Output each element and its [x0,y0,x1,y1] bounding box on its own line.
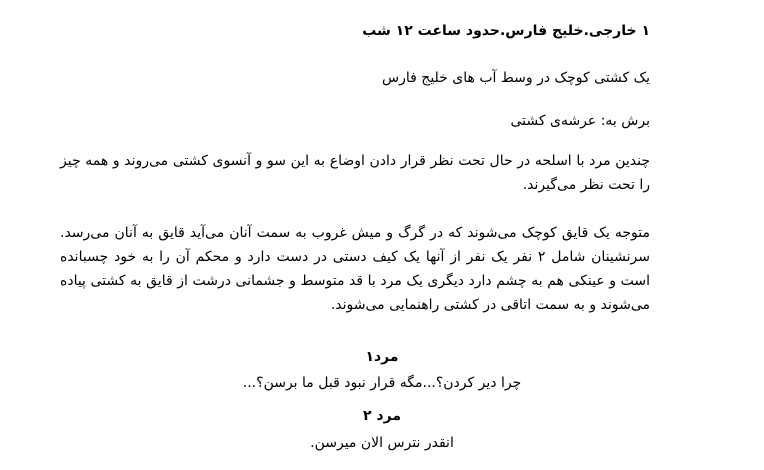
character-name-2: مرد ۲ [363,408,401,424]
dialogue-line-2: انقدر نترس الان میرسن. [310,435,454,451]
action-paragraph-2: متوجه یک قایق کوچک می‌شوند که در گرگ و میش غروب به سمت آنان می‌آید قایق به آنان می‌رسد. سرنشینان شامل ۲ نفر یک نفر از آنها یک کیف دستی در دست دارد و محکم آن را به خود چسبانده است و عینکی هم به چشم دارد دیگری یک مرد با قد متوسط و جشمانی درشت از قایق به کشتی پیاده می‌شوند و به سمت اتاقی در کشتی راهنمایی می‌شوند. [60,225,650,313]
action-paragraph-1: چندین مرد با اسلحه در حال تحت نظر قرار دادن اوضاع به این سو و آنسوی کشتی می‌روند و همه چیز را تحت نظر می‌گیرند. [60,153,650,193]
scene-heading: ۱ خارجی.خلیج فارس.حدود ساعت ۱۲ شب [362,23,650,39]
character-name-1: مرد۱ [365,349,399,365]
dialogue-line-1: چرا دیر کردن؟...مگه قرار نبود قبل ما برسن؟... [242,375,522,391]
scene-line-1: یک کشتی کوچک در وسط آب های خلیج فارس [382,70,650,86]
scene-line-2: برش به: عرشه‌ی کشتی [510,113,650,129]
